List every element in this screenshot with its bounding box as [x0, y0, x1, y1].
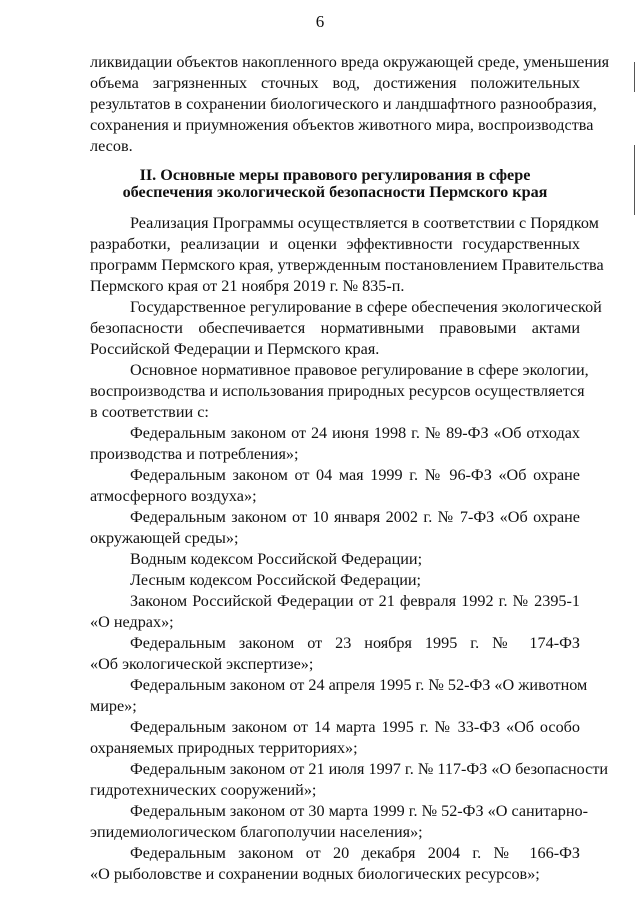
body-line: «О недрах»;	[90, 613, 174, 631]
intro-line: ликвидации объектов накопленного вреда окружающей среде, уменьшения	[90, 53, 610, 71]
body-line: в соответствии с:	[90, 403, 209, 421]
body-line: Федеральным законом от 30 марта 1999 г. № 52-ФЗ «О санитарно-	[130, 802, 589, 820]
body-line: Федеральным законом от 24 апреля 1995 г. № 52-ФЗ «О животном	[130, 676, 588, 694]
body-line: программ Пермского края, утвержденным постановлением Правительства	[90, 256, 604, 274]
body-line: Федеральным законом от 14 марта 1995 г. № 33-ФЗ «Об особо	[130, 718, 580, 736]
body-line: Водным кодексом Российской Федерации;	[130, 550, 423, 568]
body-line: Федеральным законом от 04 мая 1999 г. № 96-ФЗ «Об охране	[130, 466, 580, 484]
section-heading: II. Основные меры правового регулирования в сфере	[139, 166, 531, 184]
body-line: Федеральным законом от 23 ноября 1995 г. № 174-ФЗ	[130, 634, 580, 652]
body-line: окружающей среды»;	[90, 529, 239, 547]
body-line: охраняемых природных территориях»;	[90, 739, 358, 757]
body-line: мире»;	[90, 697, 137, 715]
intro-line: лесов.	[90, 137, 133, 155]
body-line: Основное нормативное правовое регулирование в сфере экологии,	[130, 361, 589, 379]
body-line: Законом Российской Федерации от 21 февраля 1992 г. № 2395-1	[130, 592, 580, 610]
scan-edge-mark	[634, 145, 635, 215]
body-line: безопасности обеспечивается нормативными правовыми актами	[90, 319, 580, 337]
scan-edge-mark	[634, 62, 635, 92]
body-line: Федеральным законом от 21 июля 1997 г. № 117-ФЗ «О безопасности	[130, 760, 609, 778]
body-line: атмосферного воздуха»;	[90, 487, 257, 505]
body-line: Федеральным законом от 20 декабря 2004 г. № 166-ФЗ	[130, 844, 580, 862]
body-line: воспроизводства и использования природных ресурсов осуществляется	[90, 382, 585, 400]
body-line: Государственное регулирование в сфере обеспечения экологической	[130, 298, 602, 316]
body-line: Российской Федерации и Пермского края.	[90, 340, 380, 358]
body-line: Лесным кодексом Российской Федерации;	[130, 571, 422, 589]
page-number: 6	[315, 12, 325, 31]
body-line: Федеральным законом от 10 января 2002 г. № 7-ФЗ «Об охране	[130, 508, 580, 526]
body-line: гидротехнических сооружений»;	[90, 781, 317, 799]
body-line: эпидемиологическом благополучии населения»;	[90, 823, 423, 841]
intro-line: объема загрязненных сточных вод, достижения положительных	[90, 74, 580, 92]
body-line: разработки, реализации и оценки эффективности государственных	[90, 235, 580, 253]
body-line: «Об экологической экспертизе»;	[90, 655, 314, 673]
body-line: производства и потребления»;	[90, 445, 299, 463]
intro-line: результатов в сохранении биологического и ландшафтного разнообразия,	[90, 95, 597, 113]
body-line: «О рыболовстве и сохранении водных биологических ресурсов»;	[90, 865, 540, 883]
intro-line: сохранения и приумножения объектов животного мира, воспроизводства	[90, 116, 594, 134]
section-heading: обеспечения экологической безопасности Пермского края	[122, 183, 548, 201]
body-line: Реализация Программы осуществляется в соответствии с Порядком	[130, 214, 599, 232]
body-line: Пермского края от 21 ноября 2019 г. № 835-п.	[90, 277, 405, 295]
body-line: Федеральным законом от 24 июня 1998 г. № 89-ФЗ «Об отходах	[130, 424, 580, 442]
